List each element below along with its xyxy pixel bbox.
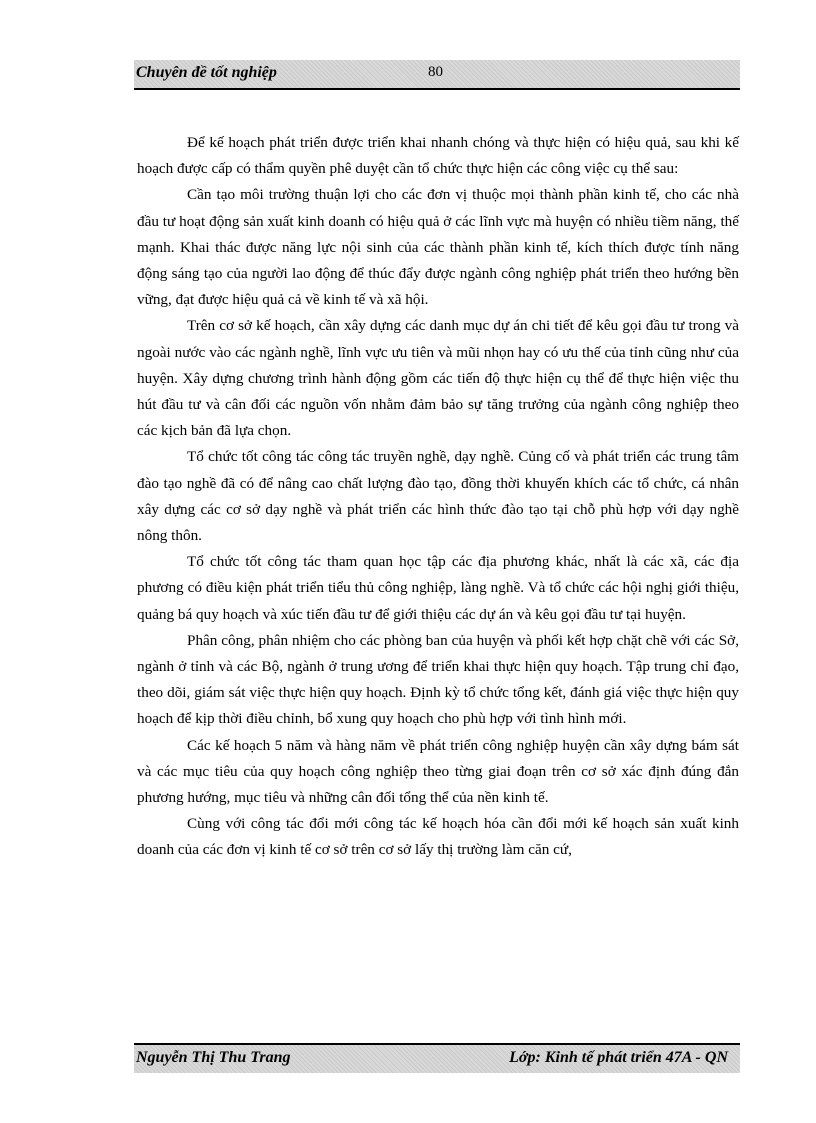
- paragraph: Để kế hoạch phát triển được triển khai nhanh chóng và thực hiện có hiệu quả, sau khi kế hoạch được cấp có thẩm quyền phê duyệt cần tổ chức thực hiện các công việc cụ thể sau:: [137, 134, 739, 178]
- page-number: 80: [428, 64, 443, 80]
- paragraph: Cùng với công tác đổi mới công tác kế hoạch hóa cần đổi mới kế hoạch sản xuất kinh doanh của các đơn vị kinh tế cơ sở trên cơ sở lấy thị trường làm căn cứ,: [137, 815, 739, 859]
- footer-author: Nguyễn Thị Thu Trang: [136, 1049, 291, 1066]
- body-text: [137, 130, 739, 864]
- header-title: Chuyên đề tốt nghiệp: [136, 64, 277, 81]
- paragraph: Trên cơ sở kế hoạch, cần xây dựng các danh mục dự án chi tiết để kêu gọi đầu tư trong và ngoài nước vào các ngành nghề, lĩnh vực ưu tiên và mũi nhọn hay có ưu thế của tỉnh cũng như của huyện. Xây dựng chương trình hành động gồm các tiến độ thực hiện cụ thể để thực hiện việc thu hút đầu tư và cân đối các nguồn vốn nhằm đảm bảo sự tăng trưởng của ngành công nghiệp theo các kịch bản đã lựa chọn.: [137, 317, 739, 440]
- paragraph: Cần tạo môi trường thuận lợi cho các đơn vị thuộc mọi thành phần kinh tế, cho các nhà đầu tư hoạt động sản xuất kinh doanh có hiệu quả ở các lĩnh vực mà huyện có nhiều tiềm năng, thế mạnh. Khai thác được năng lực nội sinh của các thành phần kinh tế, kích thích được tính năng động sáng tạo của người lao động để thúc đẩy được ngành công nghiệp phát triển theo hướng bền vững, đạt được hiệu quả cả về kinh tế và xã hội.: [137, 186, 739, 309]
- paragraph: Phân công, phân nhiệm cho các phòng ban của huyện và phối kết hợp chặt chẽ với các Sở, ngành ở tỉnh và các Bộ, ngành ở trung ương để triển khai thực hiện quy hoạch. Tập trung chỉ đạo, theo dõi, giám sát việc thực hiện quy hoạch. Định kỳ tổ chức tổng kết, đánh giá việc thực hiện quy hoạch để kịp thời điều chỉnh, bổ xung quy hoạch cho phù hợp với tình hình mới.: [137, 631, 739, 728]
- footer-class-label: Lớp: Kinh tế phát triển 47A - QN: [509, 1049, 728, 1066]
- paragraph: Tổ chức tốt công tác tham quan học tập các địa phương khác, nhất là các xã, các địa phương có điều kiện phát triển tiểu thủ công nghiệp, làng nghề. Và tổ chức các hội nghị giới thiệu, quảng bá quy hoạch và xúc tiến đầu tư để giới thiệu các dự án và kêu gọi đầu tư tại huyện.: [137, 553, 739, 623]
- paragraph: Các kế hoạch 5 năm và hàng năm về phát triển công nghiệp huyện cần xây dựng bám sát và các mục tiêu của quy hoạch công nghiệp theo từng giai đoạn trên cơ sở xác định đúng đắn phương hướng, mục tiêu và những cân đối tổng thể của nền kinh tế.: [137, 736, 739, 807]
- page-header: [134, 60, 740, 90]
- paragraph: Tổ chức tốt công tác công tác truyền nghề, dạy nghề. Củng cố và phát triển các trung tâm đào tạo nghề đã có để nâng cao chất lượng đào tạo, đồng thời khuyến khích các tổ chức, cá nhân xây dựng các cơ sở dạy nghề và phát triển các hình thức đào tạo tại chỗ phù hợp với dạy nghề nông thôn.: [137, 448, 739, 545]
- page-footer: [134, 1043, 740, 1073]
